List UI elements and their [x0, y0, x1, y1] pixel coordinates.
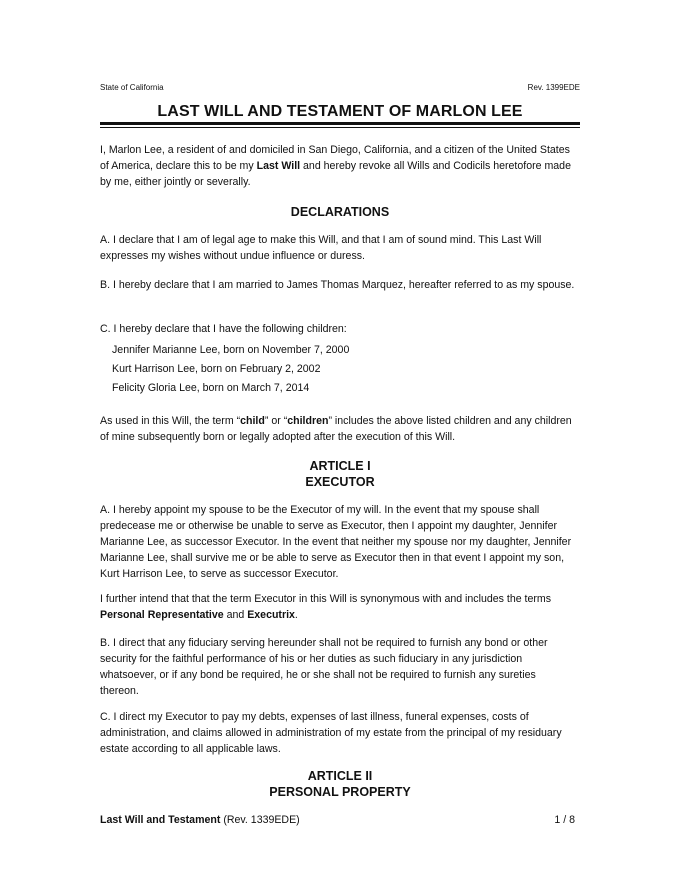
term-text-1: As used in this Will, the term “ [100, 415, 241, 427]
document-title: LAST WILL AND TESTAMENT OF MARLON LEE [157, 103, 523, 120]
child-item: Kurt Harrison Lee, born on February 2, 2002 [112, 363, 321, 375]
article2-heading-title: PERSONAL PROPERTY [269, 785, 411, 799]
children-definition [100, 413, 575, 445]
article1-b: B. I direct that any fiduciary serving hereunder shall not be required to furnish any bond or other security for the faithful performance of his or her duties as such fiduciary in any jurisdiction whatsoever, or if any bond be required, he or she shall not be required to furnish any sureties thereon. [100, 637, 548, 697]
child-item: Jennifer Marianne Lee, born on November 7, 2000 [112, 344, 350, 356]
declaration-b: B. I hereby declare that I am married to James Thomas Marquez, hereafter referred to as my spouse. [100, 279, 575, 291]
article2-heading-number: ARTICLE II [307, 769, 373, 783]
term-text-3: ” includes the above listed children and any children of mine subsequently born or legally adopted after the execution of this Will. [100, 415, 572, 443]
header-revision: Rev. 1399EDE [527, 83, 580, 92]
article1-terms [100, 591, 575, 623]
intend-text-1: I further intend that that the term Executor in this Will is synonymous with and includes the terms [100, 593, 552, 605]
page-header [100, 83, 580, 95]
intend-text-3: . [294, 609, 298, 621]
article1-a: A. I hereby appoint my spouse to be the Executor of my will. In the event that my spouse shall predecease me or otherwise be unable to serve as Executor, then I appoint my daughter, Jennifer Marianne Lee, as successor Executor. In the event that neither my spouse nor my daughter, Jennifer Marianne Lee, shall survive me or be able to serve as Executor then in that event I appoint my son, Kurt Harrison Lee, to serve as successor Executor. [100, 504, 572, 580]
intro-text-1: I, Marlon Lee, a resident of and domiciled in San Diego, California, and a citizen of the United States of America, declare this to be my [100, 144, 570, 172]
intend-bold-executrix: Executrix [247, 609, 295, 621]
term-bold-children: children [287, 415, 329, 427]
page-footer [100, 814, 575, 826]
declarations-heading: DECLARATIONS [290, 205, 390, 219]
title-rule-thick [100, 122, 580, 125]
intro-text-2: and hereby revoke all Wills and Codicils heretofore made by me, either jointly or severally. [100, 160, 571, 188]
article1-heading-title: EXECUTOR [305, 475, 375, 489]
intro-bold-last-will: Last Will [256, 160, 301, 172]
header-state: State of California [100, 83, 164, 92]
footer-title [100, 814, 300, 826]
declaration-a: A. I declare that I am of legal age to make this Will, and that I am of sound mind. This Last Will expresses my wishes without undue influence or duress. [100, 234, 542, 262]
article1-heading-number: ARTICLE I [309, 459, 371, 473]
intro-paragraph [100, 142, 575, 190]
page-number: 1 / 8 [554, 814, 575, 826]
term-bold-child: child [240, 415, 265, 427]
declaration-c: C. I hereby declare that I have the following children: [100, 323, 347, 335]
term-text-2: ” or “ [264, 415, 288, 427]
title-rule-thin [100, 127, 580, 128]
intend-bold-personal-representative: Personal Representative [100, 609, 224, 621]
article1-c: C. I direct my Executor to pay my debts, expenses of last illness, funeral expenses, costs of administration, and claims allowed in administration of my estate from the principal of my residuary estate according to all applicable laws. [100, 711, 562, 755]
child-item: Felicity Gloria Lee, born on March 7, 2014 [112, 382, 310, 394]
footer-revision: (Rev. 1339EDE) [220, 814, 300, 826]
intend-text-2: and [223, 609, 248, 621]
footer-bold-title: Last Will and Testament [100, 814, 221, 826]
